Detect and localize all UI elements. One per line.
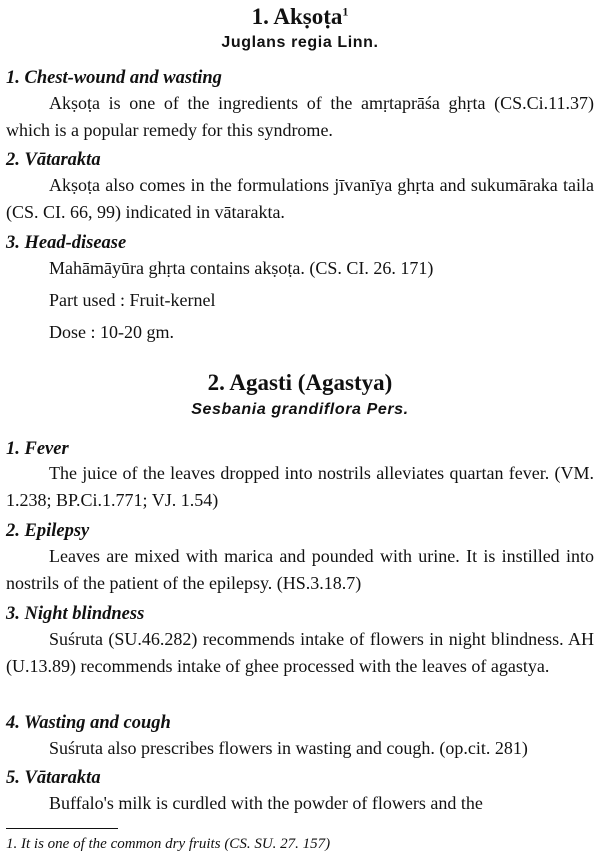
footnote-mark: 1: [342, 4, 349, 19]
section-title-agasti: 2. Agasti (Agastya): [207, 370, 393, 395]
item-text: Buffalo's milk is curdled with the powder of flowers and the: [49, 793, 483, 813]
item-heading: 1. Chest-wound and wasting: [6, 68, 222, 88]
dose: Dose : 10-20 gm.: [49, 322, 174, 342]
item-text: Akṣoṭa is one of the ingredients of the amṛtaprāśa ghṛta (CS.Ci.11.37) which is a popular remedy for this syndrome.: [6, 93, 594, 140]
item-heading: 3. Head-disease: [6, 233, 127, 253]
item-heading: 2. Epilepsy: [6, 521, 90, 541]
latin-name-agasti: Sesbania grandiflora Pers.: [191, 401, 409, 418]
item-text: Akṣoṭa also comes in the formulations jīvanīya ghṛta and sukumāraka taila (CS. CI. 66, 99) indicated in vātarakta.: [6, 175, 594, 222]
footnote-divider: [6, 828, 118, 829]
item-text: The juice of the leaves dropped into nostrils alleviates quartan fever. (VM. 1.238; BP.Ci.1.771; VJ. 1.54): [6, 463, 594, 510]
item-text: Mahāmāyūra ghṛta contains akṣoṭa. (CS. CI. 26. 171): [49, 258, 434, 278]
item-heading: 5. Vātarakta: [6, 768, 101, 788]
item-heading: 3. Night blindness: [6, 604, 145, 624]
item-text: Suśruta (SU.46.282) recommends intake of flowers in night blindness. AH (U.13.89) recommends intake of ghee processed with the leaves of agastya.: [6, 629, 594, 676]
item-heading: 4. Wasting and cough: [6, 713, 171, 733]
item-heading: 2. Vātarakta: [6, 150, 101, 170]
part-used: Part used : Fruit-kernel: [49, 290, 216, 310]
section-title-aksota: 1. Akṣoṭa$^1$: [251, 4, 349, 29]
item-text: Suśruta also prescribes flowers in wasting and cough. (op.cit. 281): [49, 738, 528, 758]
item-heading: 1. Fever: [6, 439, 69, 459]
item-text: Leaves are mixed with marica and pounded with urine. It is instilled into nostrils of the patient of the epilepsy. (HS.3.18.7): [6, 546, 594, 593]
latin-name-aksota: Juglans regia Linn.: [221, 34, 379, 51]
footnote: 1. It is one of the common dry fruits (CS. SU. 27. 157): [6, 836, 331, 852]
